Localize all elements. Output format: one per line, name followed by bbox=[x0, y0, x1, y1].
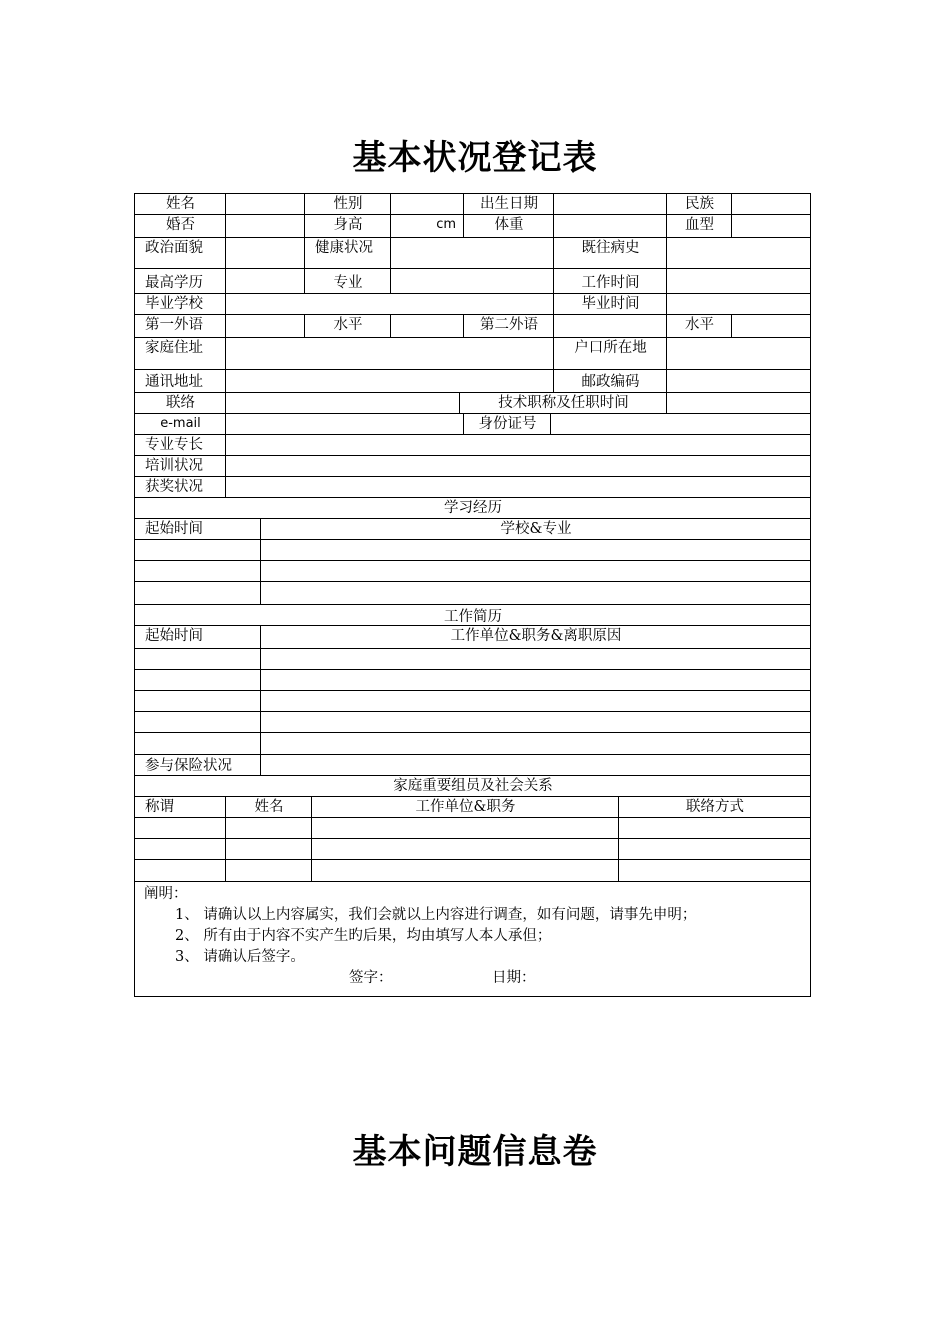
field-gradtime[interactable] bbox=[666, 293, 811, 315]
field-lang1[interactable] bbox=[225, 314, 305, 338]
label-ethnic: 民族 bbox=[666, 193, 732, 215]
label-blood: 血型 bbox=[666, 214, 732, 238]
label-married: 婚否 bbox=[134, 214, 226, 238]
field-education[interactable] bbox=[225, 268, 305, 294]
study-header: 学习经历 bbox=[134, 497, 811, 519]
field-specialty[interactable] bbox=[225, 434, 811, 456]
label-school: 毕业学校 bbox=[134, 293, 226, 315]
label-major: 专业 bbox=[304, 268, 391, 294]
label-insurance: 参与保险状况 bbox=[134, 754, 261, 776]
label-worktime: 工作时间 bbox=[553, 268, 667, 294]
notes-item-1: 1、 请确认以上内容属实，我们会就以上内容进行调查，如有问题，请事先申明； bbox=[175, 907, 697, 923]
study-row[interactable] bbox=[134, 581, 261, 605]
work-start-label: 起始时间 bbox=[134, 625, 261, 649]
label-name: 姓名 bbox=[134, 193, 226, 215]
label-history: 既往病史 bbox=[553, 237, 667, 269]
field-ethnic[interactable] bbox=[731, 193, 811, 215]
field-contact[interactable] bbox=[225, 392, 460, 414]
label-contact: 联络 bbox=[134, 392, 226, 414]
family-row[interactable] bbox=[134, 838, 226, 860]
sign-label: 签字： bbox=[349, 970, 393, 986]
work-row[interactable] bbox=[260, 669, 811, 691]
field-blood[interactable] bbox=[731, 214, 811, 238]
label-email: e-mail bbox=[134, 413, 226, 435]
family-row[interactable] bbox=[618, 838, 811, 860]
field-tech[interactable] bbox=[666, 392, 811, 414]
work-row[interactable] bbox=[134, 732, 261, 755]
label-birth: 出生日期 bbox=[463, 193, 554, 215]
family-row[interactable] bbox=[311, 838, 619, 860]
work-unit-label: 工作单位&职务&离职原因 bbox=[260, 625, 811, 649]
field-major[interactable] bbox=[390, 268, 554, 294]
notes-item-2: 2、 所有由于内容不实产生旳后果，均由填写人本人承但； bbox=[175, 928, 552, 944]
label-address: 通讯地址 bbox=[134, 369, 226, 393]
work-header: 工作简历 bbox=[134, 604, 811, 626]
family-row[interactable] bbox=[311, 817, 619, 839]
study-row[interactable] bbox=[260, 560, 811, 582]
label-lang2: 第二外语 bbox=[463, 314, 554, 338]
date-label: 日期： bbox=[492, 970, 536, 986]
family-name-label: 姓名 bbox=[225, 796, 312, 818]
work-row[interactable] bbox=[134, 669, 261, 691]
field-school[interactable] bbox=[225, 293, 554, 315]
field-training[interactable] bbox=[225, 455, 811, 477]
field-awards[interactable] bbox=[225, 476, 811, 498]
field-history[interactable] bbox=[666, 237, 811, 269]
field-address[interactable] bbox=[225, 369, 554, 393]
field-political[interactable] bbox=[225, 237, 305, 269]
study-row[interactable] bbox=[134, 539, 261, 561]
label-weight: 体重 bbox=[463, 214, 554, 238]
family-relation-label: 称谓 bbox=[134, 796, 226, 818]
field-married[interactable] bbox=[225, 214, 305, 238]
family-row[interactable] bbox=[134, 859, 226, 882]
family-row[interactable] bbox=[225, 817, 312, 839]
family-contact-label: 联络方式 bbox=[618, 796, 811, 818]
label-gradtime: 毕业时间 bbox=[553, 293, 667, 315]
field-postcode[interactable] bbox=[666, 369, 811, 393]
family-row[interactable] bbox=[311, 859, 619, 882]
family-header: 家庭重要组员及社会关系 bbox=[134, 775, 811, 797]
form-title: 基本状况登记表 bbox=[352, 138, 598, 178]
registration-table bbox=[134, 193, 811, 997]
label-health: 健康状况 bbox=[304, 237, 391, 269]
label-level2: 水平 bbox=[666, 314, 732, 338]
field-height[interactable]: cm bbox=[390, 214, 464, 238]
family-row[interactable] bbox=[225, 859, 312, 882]
notes-heading: 阐明： bbox=[144, 886, 188, 902]
label-lang1: 第一外语 bbox=[134, 314, 226, 338]
work-row[interactable] bbox=[134, 690, 261, 712]
work-row[interactable] bbox=[134, 648, 261, 670]
label-hukou: 户口所在地 bbox=[553, 337, 667, 370]
field-email[interactable] bbox=[225, 413, 464, 435]
study-school-label: 学校&专业 bbox=[260, 518, 811, 540]
work-row[interactable] bbox=[260, 648, 811, 670]
label-education: 最高学历 bbox=[134, 268, 226, 294]
field-level1[interactable] bbox=[390, 314, 464, 338]
notes-section bbox=[134, 881, 811, 997]
work-row[interactable] bbox=[260, 690, 811, 712]
label-training: 培训状况 bbox=[134, 455, 226, 477]
label-political: 政治面貌 bbox=[134, 237, 226, 269]
study-row[interactable] bbox=[260, 581, 811, 605]
study-start-label: 起始时间 bbox=[134, 518, 261, 540]
label-idcard: 身份证号 bbox=[463, 413, 551, 435]
label-awards: 获奖状况 bbox=[134, 476, 226, 498]
label-height: 身高 bbox=[304, 214, 391, 238]
family-row[interactable] bbox=[134, 817, 226, 839]
work-row[interactable] bbox=[134, 711, 261, 733]
notes-item-3: 3、 请确认后签字。 bbox=[175, 949, 305, 965]
study-row[interactable] bbox=[260, 539, 811, 561]
label-tech: 技术职称及任职时间 bbox=[459, 392, 667, 414]
study-row[interactable] bbox=[134, 560, 261, 582]
field-lang2[interactable] bbox=[553, 314, 667, 338]
work-row[interactable] bbox=[260, 732, 811, 755]
field-insurance[interactable] bbox=[260, 754, 811, 776]
field-gender[interactable] bbox=[390, 193, 464, 215]
label-specialty: 专业专长 bbox=[134, 434, 226, 456]
field-hukou[interactable] bbox=[666, 337, 811, 370]
section2-title: 基本问题信息卷 bbox=[352, 1132, 598, 1172]
field-idcard[interactable] bbox=[550, 413, 811, 435]
family-row[interactable] bbox=[618, 817, 811, 839]
label-home: 家庭住址 bbox=[134, 337, 226, 370]
label-postcode: 邮政编码 bbox=[553, 369, 667, 393]
field-worktime[interactable] bbox=[666, 268, 811, 294]
label-gender: 性别 bbox=[304, 193, 391, 215]
field-health[interactable] bbox=[390, 237, 554, 269]
field-birth[interactable] bbox=[553, 193, 667, 215]
field-weight[interactable] bbox=[553, 214, 667, 238]
work-row[interactable] bbox=[260, 711, 811, 733]
family-unit-label: 工作单位&职务 bbox=[311, 796, 619, 818]
field-name[interactable] bbox=[225, 193, 305, 215]
field-home[interactable] bbox=[225, 337, 554, 370]
family-row[interactable] bbox=[618, 859, 811, 882]
label-level1: 水平 bbox=[304, 314, 391, 338]
family-row[interactable] bbox=[225, 838, 312, 860]
field-level2[interactable] bbox=[731, 314, 811, 338]
